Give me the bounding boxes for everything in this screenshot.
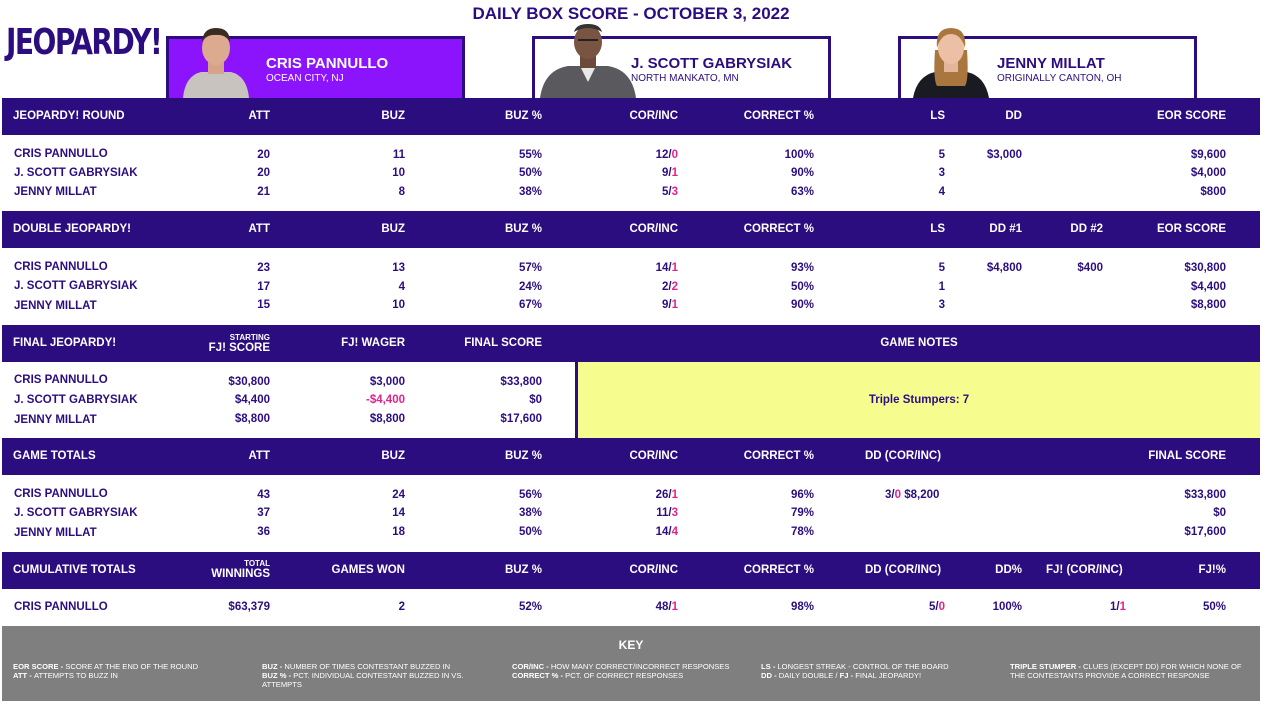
cell-buz-pct: 56%	[518, 489, 542, 501]
cell-cor: 12	[655, 149, 669, 161]
cell-dd-cor: 3	[885, 489, 892, 501]
col-total-winnings	[211, 559, 270, 581]
game-notes-panel	[578, 362, 1260, 438]
cell-start: $8,800	[234, 413, 270, 425]
cell-att: 20	[257, 167, 270, 179]
col-correct-pct: CORRECT %	[743, 110, 814, 122]
row-name: CRIS PANNULLO	[14, 488, 108, 500]
contestant-card-jenny[interactable]	[898, 36, 1197, 98]
cell-cor: 48	[655, 601, 669, 613]
key-term: TRIPLE STUMPER -	[1010, 662, 1083, 671]
cell-inc: 1	[671, 601, 678, 613]
contestant-name: J. SCOTT GABRYSIAK	[631, 55, 793, 72]
cell-fj-pct: 50%	[1202, 601, 1226, 613]
col-fj-wager: FJ! WAGER	[341, 337, 405, 349]
jeopardy-round-body	[2, 135, 1260, 211]
col-att: ATT	[248, 110, 270, 122]
cell-final: $17,600	[1184, 526, 1226, 538]
col-buz-pct: BUZ %	[504, 110, 542, 122]
key-column	[1010, 662, 1245, 680]
cell-buz: 13	[392, 262, 405, 274]
cell-buz: 10	[392, 167, 405, 179]
cell-cor-inc: 26/1	[655, 489, 678, 501]
section-label: JEOPARDY! ROUND	[13, 110, 125, 122]
cell-dd-pct: 100%	[992, 601, 1022, 613]
cell-dd-amount: $8,200	[904, 489, 940, 501]
row-name: JENNY MILLAT	[14, 186, 97, 198]
cell-ls: 5	[938, 149, 945, 161]
game-notes-label: GAME NOTES	[880, 337, 958, 349]
contestant-name: JENNY MILLAT	[997, 55, 1105, 72]
cell-dd-inc: 0	[938, 601, 945, 613]
col-games-won: GAMES WON	[331, 564, 405, 576]
col-buz-pct: BUZ %	[504, 450, 542, 462]
cell-start: $30,800	[228, 376, 270, 388]
row-name: JENNY MILLAT	[14, 300, 97, 312]
col-correct-pct: CORRECT %	[743, 564, 814, 576]
key-panel	[2, 626, 1260, 701]
col-buz-pct: BUZ %	[504, 223, 542, 235]
cell-ls: 3	[938, 299, 945, 311]
cell-cor-inc: 5/3	[661, 186, 678, 198]
key-term: DD -	[761, 671, 779, 680]
cell-buz: 24	[392, 489, 405, 501]
contestant-card-cris[interactable]	[166, 36, 465, 98]
cell-dd-inc: 0	[894, 489, 902, 501]
cell-cor-inc: 14/1	[655, 262, 678, 274]
double-jeopardy-body	[2, 248, 1260, 325]
cell-final: $0	[1213, 507, 1226, 519]
cell-inc: 2	[671, 281, 678, 293]
key-term: BUZ -	[262, 662, 285, 671]
cell-cor-inc: 9/1	[661, 299, 678, 311]
key-term: COR/INC -	[512, 662, 551, 671]
cell-eor: $4,400	[1190, 281, 1226, 293]
cell-eor: $30,800	[1184, 262, 1226, 274]
game-totals-header	[2, 438, 1260, 475]
cell-cor-inc: 9/1	[661, 167, 678, 179]
cell-correct-pct: 79%	[790, 507, 814, 519]
col-eor-score: EOR SCORE	[1156, 223, 1226, 235]
cell-cor: 9	[661, 299, 669, 311]
cell-att: 15	[257, 299, 270, 311]
section-label: GAME TOTALS	[13, 450, 96, 462]
key-title: KEY	[618, 638, 644, 652]
game-totals-body	[2, 475, 1260, 552]
contestant-photo-jenny	[911, 20, 991, 98]
key-term: EOR SCORE -	[13, 662, 66, 671]
cell-dd1: $4,800	[986, 262, 1022, 274]
double-jeopardy-header	[2, 211, 1260, 248]
col-fj-pct: FJ!%	[1198, 564, 1226, 576]
cell-cor: 14	[655, 262, 669, 274]
cell-buz: 4	[398, 281, 405, 293]
col-att: ATT	[248, 450, 270, 462]
cell-start: $4,400	[234, 394, 270, 406]
section-label: FINAL JEOPARDY!	[13, 337, 117, 349]
key-desc: DAILY DOUBLE /	[778, 671, 840, 680]
cell-eor: $9,600	[1190, 149, 1226, 161]
cell-eor: $8,800	[1190, 299, 1226, 311]
col-buz: BUZ	[381, 110, 405, 122]
col-dd-pct: DD%	[995, 564, 1022, 576]
cumulative-totals-header	[2, 552, 1260, 589]
col-cor-inc: COR/INC	[629, 450, 678, 462]
contestant-location: NORTH MANKATO, MN	[631, 73, 739, 84]
cell-correct-pct: 90%	[790, 167, 814, 179]
jeopardy-logo: JEOPARDY!	[6, 22, 162, 63]
col-ls: LS	[930, 223, 945, 235]
key-desc: ATTEMPTS TO BUZZ IN	[33, 671, 118, 680]
cell-att: 21	[257, 186, 270, 198]
cell-final: $33,800	[500, 376, 542, 388]
cell-inc: 1	[671, 299, 678, 311]
cell-dd-cor: 5	[928, 601, 936, 613]
cell-cor-inc: 2/2	[661, 281, 678, 293]
cell-ls: 5	[938, 262, 945, 274]
cell-correct-pct: 96%	[790, 489, 814, 501]
cell-inc: 4	[671, 526, 678, 538]
row-name: CRIS PANNULLO	[14, 148, 108, 160]
cell-cor: 14	[655, 526, 669, 538]
col-dd-cor-inc: DD (COR/INC)	[865, 450, 942, 462]
cell-buz: 8	[398, 186, 405, 198]
col-buz: BUZ	[381, 450, 405, 462]
key-column	[512, 662, 747, 680]
col-final-score: FINAL SCORE	[464, 337, 542, 349]
cell-games-won: 2	[398, 601, 405, 613]
cell-ls: 1	[938, 281, 945, 293]
cell-att: 23	[257, 262, 270, 274]
cell-cor-inc: 11/3	[656, 507, 678, 519]
cell-wager: $8,800	[369, 413, 405, 425]
cell-buz: 11	[392, 149, 405, 161]
cell-wager: -$4,400	[365, 394, 405, 406]
row-name: JENNY MILLAT	[14, 527, 97, 539]
col-cor-inc: COR/INC	[629, 564, 678, 576]
cell-eor: $800	[1200, 186, 1226, 198]
final-jeopardy-header	[2, 325, 1260, 362]
cell-inc: 1	[671, 262, 678, 274]
col-dd1: DD #1	[989, 223, 1022, 235]
cell-buz: 18	[392, 526, 405, 538]
cell-att: 20	[257, 149, 270, 161]
key-desc: SCORE AT THE END OF THE ROUND	[65, 662, 199, 671]
cell-dd: $3,000	[986, 149, 1022, 161]
cell-fj-inc: 1	[1119, 601, 1126, 613]
key-desc: PCT. INDIVIDUAL CONTESTANT BUZZED IN VS. ATTEMPTS	[262, 671, 464, 689]
cell-cor: 26	[655, 489, 669, 501]
section-label: DOUBLE JEOPARDY!	[13, 223, 131, 235]
key-column	[13, 662, 248, 680]
col-att: ATT	[248, 223, 270, 235]
page-title: DAILY BOX SCORE - OCTOBER 3, 2022	[472, 4, 790, 23]
key-desc: FINAL JEOPARDY!	[855, 671, 922, 680]
cumulative-totals-body	[2, 589, 1260, 626]
key-term: ATT -	[13, 671, 34, 680]
cell-buz-pct: 50%	[518, 167, 542, 179]
cell-correct-pct: 90%	[790, 299, 814, 311]
row-name: J. SCOTT GABRYSIAK	[14, 507, 138, 519]
contestant-location: OCEAN CITY, NJ	[266, 73, 344, 84]
contestant-card-scott[interactable]	[532, 36, 831, 98]
cell-correct-pct: 98%	[790, 601, 814, 613]
key-desc: LONGEST STREAK - CONTROL OF THE BOARD	[777, 662, 949, 671]
cell-final: $17,600	[500, 413, 542, 425]
contestant-photo-scott	[540, 20, 636, 98]
cell-cor: 5	[661, 186, 669, 198]
col-starting-main: FJ! SCORE	[208, 342, 270, 354]
cell-cor-inc: 14/4	[655, 526, 678, 538]
contestant-location: ORIGINALLY CANTON, OH	[997, 73, 1122, 84]
cell-correct-pct: 63%	[790, 186, 814, 198]
cell-buz-pct: 52%	[518, 601, 542, 613]
col-buz-pct: BUZ %	[504, 564, 542, 576]
cell-buz-pct: 55%	[518, 149, 542, 161]
key-term: LS -	[761, 662, 778, 671]
col-cor-inc: COR/INC	[629, 110, 678, 122]
cell-buz: 10	[392, 299, 405, 311]
cell-fj-cor-inc: 1/1	[1109, 601, 1126, 613]
section-label: CUMULATIVE TOTALS	[13, 564, 136, 576]
row-name: J. SCOTT GABRYSIAK	[14, 394, 138, 406]
row-name: J. SCOTT GABRYSIAK	[14, 167, 138, 179]
col-ls: LS	[930, 110, 945, 122]
cell-cor: 2	[661, 281, 669, 293]
col-dd: DD	[1005, 110, 1022, 122]
col-correct-pct: CORRECT %	[743, 450, 814, 462]
col-eor-score: EOR SCORE	[1156, 110, 1226, 122]
col-cor-inc: COR/INC	[629, 223, 678, 235]
key-term: BUZ % -	[262, 671, 294, 680]
cell-dd-cor-inc: 5/0	[928, 601, 945, 613]
col-correct-pct: CORRECT %	[743, 223, 814, 235]
cell-cor: 11	[656, 507, 669, 519]
cell-buz-pct: 24%	[518, 281, 542, 293]
cell-inc: 0	[671, 149, 678, 161]
col-dd-cor-inc: DD (COR/INC)	[865, 564, 942, 576]
row-name: CRIS PANNULLO	[14, 374, 108, 386]
cell-final: $0	[529, 394, 542, 406]
cell-total-winnings: $63,379	[228, 601, 270, 613]
cell-buz-pct: 67%	[518, 299, 542, 311]
contestant-photo-cris	[181, 20, 251, 98]
cell-buz: 14	[392, 507, 405, 519]
cell-wager: $3,000	[369, 376, 405, 388]
row-name: CRIS PANNULLO	[14, 601, 108, 613]
cell-inc: 1	[671, 489, 678, 501]
cell-inc: 3	[671, 186, 678, 198]
game-notes-text: Triple Stumpers: 7	[868, 394, 970, 406]
col-starting-small: STARTING	[229, 333, 270, 342]
cell-cor-inc: 48/1	[655, 601, 678, 613]
cell-ls: 3	[938, 167, 945, 179]
cell-ls: 4	[938, 186, 945, 198]
cell-buz-pct: 50%	[518, 526, 542, 538]
col-total-small: TOTAL	[244, 559, 270, 568]
key-column	[761, 662, 996, 680]
cell-correct-pct: 100%	[784, 149, 814, 161]
cell-dd-cor-inc: 3/0 $8,200	[885, 489, 940, 501]
cell-correct-pct: 78%	[790, 526, 814, 538]
cell-eor: $4,000	[1190, 167, 1226, 179]
cell-correct-pct: 93%	[790, 262, 814, 274]
cell-buz-pct: 38%	[518, 507, 542, 519]
key-term: FJ -	[839, 671, 856, 680]
col-dd2: DD #2	[1070, 223, 1103, 235]
cell-att: 17	[257, 281, 270, 293]
col-fj-cor-inc: FJ! (COR/INC)	[1046, 564, 1123, 576]
cell-buz-pct: 57%	[518, 262, 542, 274]
col-starting-fj-score	[209, 333, 270, 355]
col-buz: BUZ	[381, 223, 405, 235]
row-name: J. SCOTT GABRYSIAK	[14, 280, 138, 292]
cell-final: $33,800	[1184, 489, 1226, 501]
key-desc: CLUES (EXCEPT DD) FOR WHICH NONE OF THE CONTESTANTS PROVIDE A CORRECT RESPONSE	[1010, 662, 1242, 680]
row-name: JENNY MILLAT	[14, 414, 97, 426]
cell-att: 37	[257, 507, 270, 519]
key-desc: HOW MANY CORRECT/INCORRECT RESPONSES	[550, 662, 730, 671]
cell-inc: 1	[671, 167, 678, 179]
key-column	[262, 662, 497, 689]
col-final-score: FINAL SCORE	[1148, 450, 1226, 462]
cell-cor: 9	[661, 167, 669, 179]
key-desc: PCT. OF CORRECT RESPONSES	[565, 671, 684, 680]
cell-att: 43	[257, 489, 270, 501]
cell-buz-pct: 38%	[518, 186, 542, 198]
key-term: CORRECT % -	[512, 671, 566, 680]
cell-dd2: $400	[1077, 262, 1103, 274]
cell-att: 36	[257, 526, 270, 538]
row-name: CRIS PANNULLO	[14, 261, 108, 273]
col-winnings-main: WINNINGS	[211, 568, 270, 580]
notes-divider	[575, 325, 578, 438]
key-desc: NUMBER OF TIMES CONTESTANT BUZZED IN	[284, 662, 451, 671]
contestant-name: CRIS PANNULLO	[266, 55, 389, 72]
cell-cor-inc: 12/0	[655, 149, 678, 161]
cell-correct-pct: 50%	[790, 281, 814, 293]
cell-inc: 3	[671, 507, 678, 519]
cell-fj-cor: 1	[1109, 601, 1117, 613]
jeopardy-round-header	[2, 98, 1260, 135]
